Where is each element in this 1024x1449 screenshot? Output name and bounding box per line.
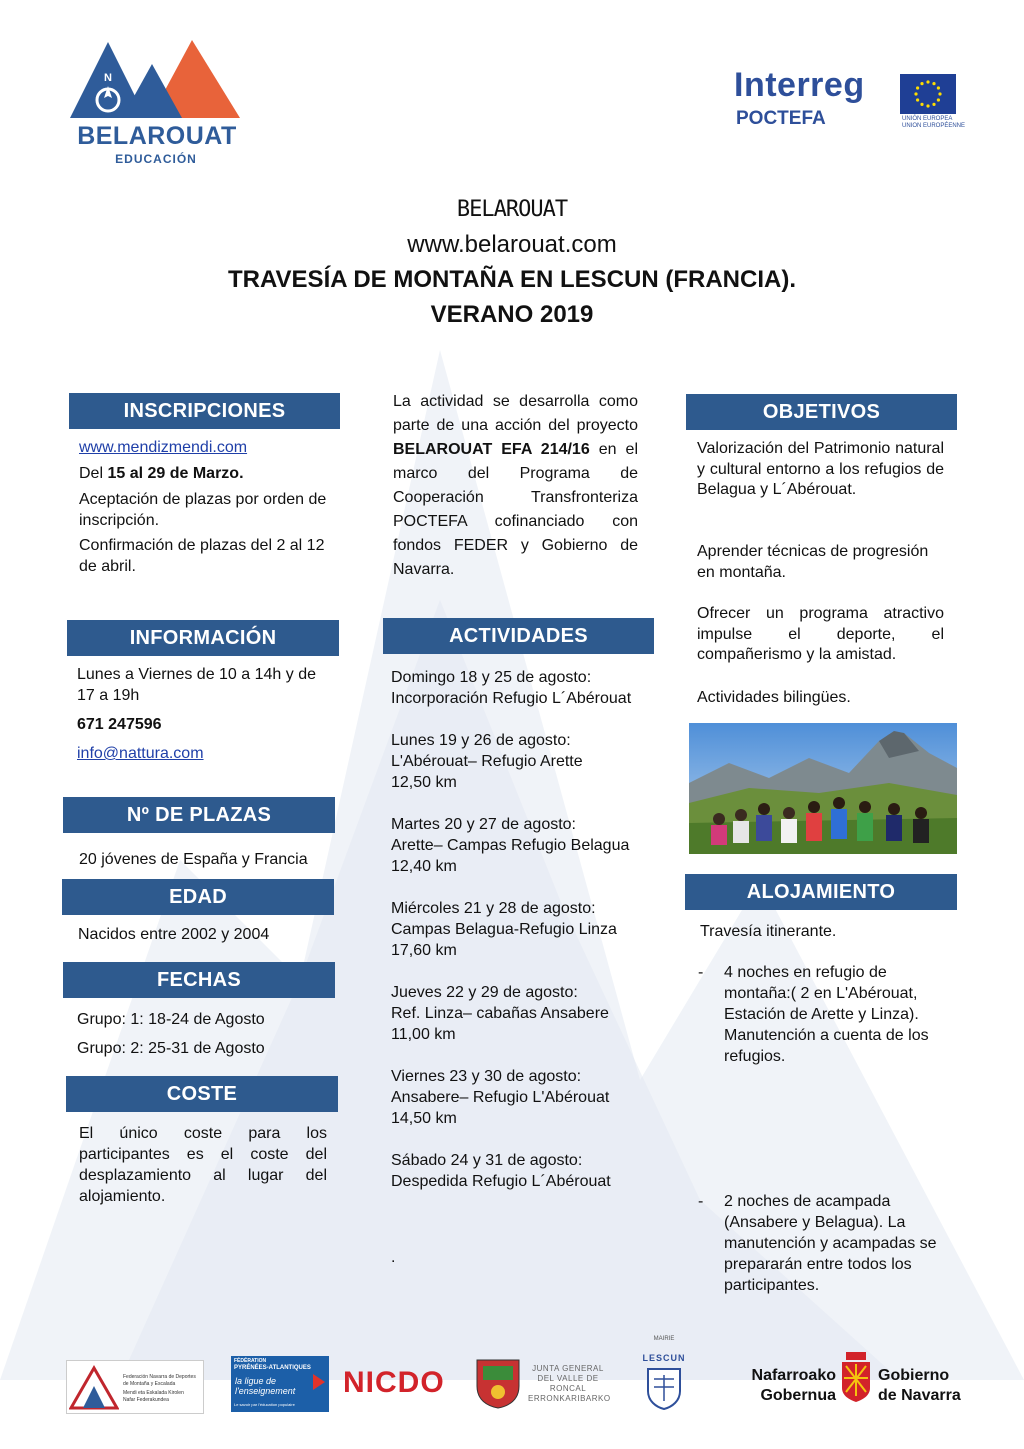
actividades-heading: ACTIVIDADES — [383, 618, 654, 654]
eu-line-1: UNIÓN EUROPEA — [902, 116, 953, 122]
informacion-hours: Lunes a Viernes de 10 a 14h y de 17 a 19h — [77, 666, 316, 704]
alojamiento-item — [698, 962, 950, 1067]
junta-line-4: ERRONKARIBARKO — [528, 1394, 611, 1403]
activity-route: Incorporación Refugio L´Abérouat — [391, 690, 632, 707]
activity-route: Arette– Campas Refugio Belagua — [391, 837, 630, 854]
activity-day — [391, 1066, 653, 1129]
fechas-heading: FECHAS — [63, 962, 335, 998]
objetivos-item: Valorización del Patrimonio natural y cultural entorno a los refugios de Belagua y L´Abérouat. — [697, 440, 944, 498]
junta-text — [528, 1364, 611, 1404]
intro-text — [393, 390, 638, 582]
inscripciones-dates — [79, 463, 244, 484]
plazas-heading: Nº DE PLAZAS — [63, 797, 335, 833]
navarra-text-right — [878, 1366, 961, 1406]
fechas-group-2: Grupo: 2: 25-31 de Agosto — [77, 1040, 265, 1057]
belarouat-logo — [66, 36, 246, 171]
actividades-trailing: . — [391, 1249, 396, 1266]
interreg-logo — [734, 66, 966, 132]
navarra-line-1a: Nafarroako — [751, 1367, 836, 1384]
coste-heading: COSTE — [66, 1076, 338, 1112]
roncal-shield-icon — [473, 1356, 523, 1410]
ligue-top-1: FÉDÉRATION — [234, 1358, 267, 1364]
fed-line-2: de Montaña y Escalada — [123, 1381, 176, 1387]
objetivos-item: Ofrecer un programa atractivo impulse el deporte, el compañerismo y la amistad. — [697, 605, 944, 663]
intro-bold: BELAROUAT EFA 214/16 — [393, 441, 590, 458]
alojamiento-item — [698, 1191, 954, 1296]
inscripciones-heading: INSCRIPCIONES — [69, 393, 340, 429]
alojamiento-dash: - — [698, 964, 704, 981]
title-season: VERANO 2019 — [430, 301, 594, 328]
activity-date: Martes 20 y 27 de agosto: — [391, 816, 576, 833]
actividades-list — [391, 667, 653, 1192]
title-main: TRAVESÍA DE MONTAÑA EN LESCUN (FRANCIA). — [228, 266, 796, 293]
activity-day — [391, 667, 653, 709]
navarra-line-2a: Gobierno — [878, 1367, 950, 1384]
navarra-text-left — [744, 1366, 836, 1406]
inscripciones-acceptance: Aceptación de plazas por orden de inscripción. — [79, 491, 327, 529]
navarra-line-1b: Gobernua — [760, 1387, 836, 1404]
activity-date: Viernes 23 y 30 de agosto: — [391, 1068, 582, 1085]
federacion-navarra-logo — [66, 1360, 204, 1414]
ligue-main-2: l'enseignement — [235, 1386, 296, 1396]
objetivos-heading: OBJETIVOS — [686, 394, 957, 430]
alojamiento-heading: ALOJAMIENTO — [685, 874, 957, 910]
activity-date: Miércoles 21 y 28 de agosto: — [391, 900, 596, 917]
ligue-enseignement-logo — [231, 1356, 329, 1412]
activity-day — [391, 730, 653, 793]
plazas-text: 20 jóvenes de España y Francia — [79, 851, 308, 868]
lescun-top: MAIRIE — [653, 1336, 675, 1342]
ligue-arrow-icon — [313, 1374, 325, 1390]
hikers-photo — [689, 723, 957, 854]
objetivos-item: Aprender técnicas de progresión en montaña. — [697, 543, 929, 581]
informacion-email[interactable]: info@nattura.com — [77, 745, 204, 762]
junta-line-1: JUNTA GENERAL — [532, 1364, 604, 1373]
fed-line-4: Nafar Federakundea — [123, 1397, 169, 1403]
activity-distance: 12,40 km — [391, 858, 457, 875]
eu-flag-icon — [900, 74, 956, 114]
activity-day — [391, 898, 653, 961]
inscripciones-link[interactable]: www.mendizmendi.com — [79, 439, 248, 456]
activity-date: Domingo 18 y 25 de agosto: — [391, 669, 592, 686]
inscripciones-confirmation: Confirmación de plazas del 2 al 12 de abril. — [79, 537, 325, 575]
fed-line-1: Federación Navarra de Deportes — [123, 1374, 196, 1380]
logo-name: BELAROUAT — [77, 122, 237, 150]
fechas-group-1: Grupo: 1: 18-24 de Agosto — [77, 1011, 265, 1028]
activity-distance: 17,60 km — [391, 942, 457, 959]
activity-date: Jueves 22 y 29 de agosto: — [391, 984, 578, 1001]
activity-distance: 12,50 km — [391, 774, 457, 791]
alojamiento-item-text: 2 noches de acampada (Ansabere y Belagua). La manutención y acampadas se prepararán entre todos los participantes. — [724, 1193, 937, 1294]
intro-part-2: en el marco del Programa de Cooperación Transfronteriza POCTEFA cofinanciado con fondos FEDER y Gobierno de Navarra. — [393, 441, 638, 578]
informacion-phone[interactable]: 671 247596 — [77, 716, 162, 733]
activity-route: L'Abérouat– Refugio Arette — [391, 753, 583, 770]
fed-line-3: Mendi eta Eskalada Kirolen — [123, 1390, 184, 1396]
activity-date: Lunes 19 y 26 de agosto: — [391, 732, 571, 749]
activity-day — [391, 982, 653, 1045]
dates-bold: 15 al 29 de Marzo. — [107, 465, 244, 482]
title-brand: BELAROUAT — [456, 197, 568, 222]
federacion-mountain-icon — [69, 1364, 119, 1410]
activity-route: Ref. Linza– cabañas Ansabere — [391, 1005, 609, 1022]
lescun-name: LESCUN — [642, 1353, 686, 1363]
intro-part-1: La actividad se desarrolla como parte de una acción del proyecto — [393, 393, 638, 434]
nicdo-logo: NICDO — [343, 1366, 445, 1399]
junta-line-2: DEL VALLE DE — [537, 1374, 599, 1383]
activity-date: Sábado 24 y 31 de agosto: — [391, 1152, 583, 1169]
ligue-bottom: Le savoir par l'éducation populaire — [234, 1402, 295, 1407]
junta-line-3: RONCAL — [549, 1384, 587, 1393]
dates-prefix: Del — [79, 465, 108, 482]
eu-line-2: UNION EUROPÉENNE — [902, 123, 966, 129]
edad-heading: EDAD — [62, 879, 334, 915]
activity-day — [391, 814, 653, 877]
alojamiento-item-text: 4 noches en refugio de montaña:( 2 en L'Abérouat, Estación de Arette y Linza). Manutención a cuenta de los refugios. — [724, 964, 929, 1065]
navarra-coat-of-arms-icon — [840, 1352, 872, 1402]
activity-distance: 14,50 km — [391, 1110, 457, 1127]
edad-text: Nacidos entre 2002 y 2004 — [78, 926, 270, 943]
interreg-sub: POCTEFA — [736, 108, 826, 129]
alojamiento-dash: - — [698, 1193, 704, 1210]
navarra-line-2b: de Navarra — [878, 1387, 961, 1404]
activity-day — [391, 1150, 653, 1192]
coste-text: El único coste para los participantes es el coste del desplazamiento al lugar del alojamiento. — [79, 1125, 327, 1205]
logo-n-letter: N — [104, 72, 112, 84]
activity-route: Ansabere– Refugio L'Abérouat — [391, 1089, 610, 1106]
lescun-shield-icon — [646, 1367, 682, 1411]
title-website[interactable]: www.belarouat.com — [407, 231, 617, 258]
alojamiento-intro: Travesía itinerante. — [700, 923, 837, 940]
ligue-top-2: PYRÉNÉES-ATLANTIQUES — [234, 1365, 311, 1371]
belarouat-mountain-icon — [66, 36, 246, 126]
informacion-heading: INFORMACIÓN — [67, 620, 339, 656]
ligue-main-1: la ligue de — [235, 1376, 277, 1386]
interreg-name: Interreg — [734, 66, 865, 104]
activity-route: Campas Belagua-Refugio Linza — [391, 921, 617, 938]
lescun-logo — [636, 1336, 692, 1416]
activity-distance: 11,00 km — [391, 1026, 456, 1043]
objetivos-item: Actividades bilingües. — [697, 689, 851, 706]
logo-subtitle: EDUCACIÓN — [115, 152, 197, 166]
activity-route: Despedida Refugio L´Abérouat — [391, 1173, 611, 1190]
